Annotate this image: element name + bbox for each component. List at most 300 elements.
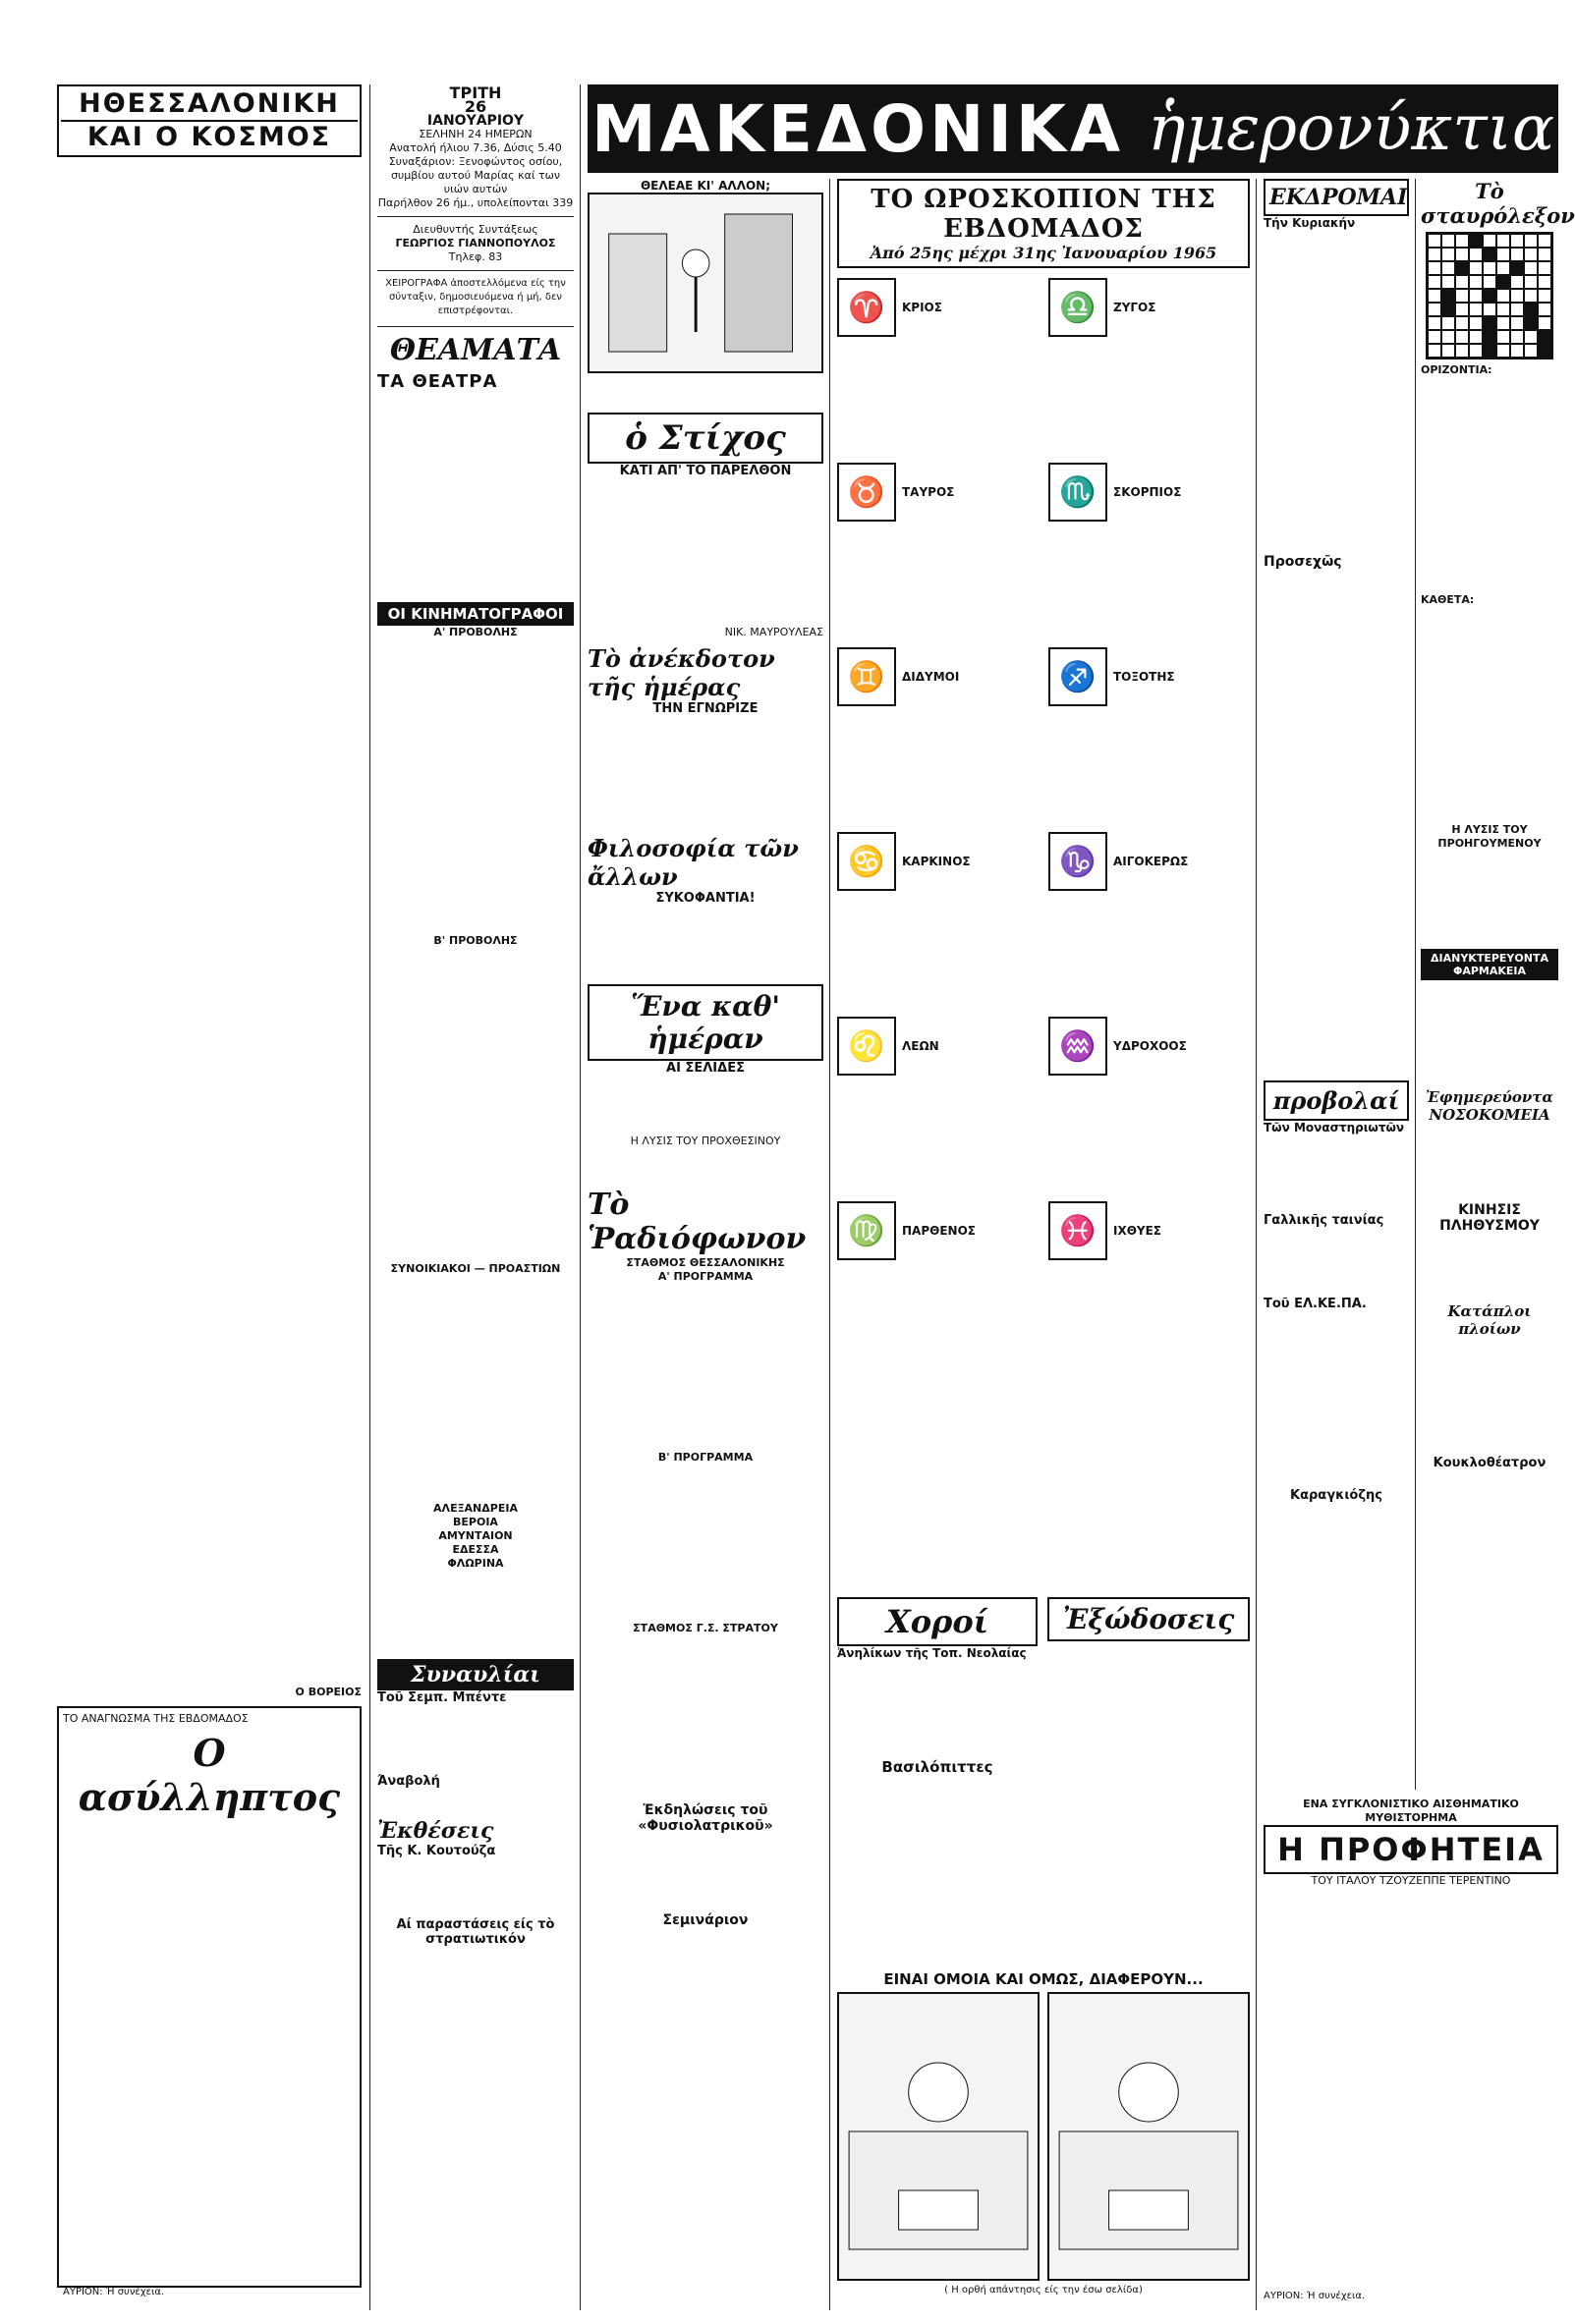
horoscope-sign-header xyxy=(837,832,1039,891)
editor-name: ΓΕΩΡΓΙΟΣ ΓΙΑΝΝΟΠΟΥΛΟΣ xyxy=(395,237,556,249)
zodiac-icon: ♒ xyxy=(1048,1017,1107,1076)
stichos-title: ὁ Στίχος xyxy=(625,418,786,458)
crossword-cell xyxy=(1524,261,1538,275)
second-run-title: Β' ΠΡΟΒΟΛΗΣ xyxy=(433,934,518,947)
crossword-cell xyxy=(1469,344,1483,358)
puzzle-panel-right xyxy=(1047,1992,1250,2281)
crossword-vertical-clues xyxy=(1421,607,1558,823)
horoscope-sign-header xyxy=(1048,832,1250,891)
crossword-cell xyxy=(1428,234,1441,248)
excursions-sub: Τήν Κυριακήν xyxy=(1264,216,1356,230)
veroia-title: ΒΕΡΟΙΑ xyxy=(453,1516,498,1528)
zodiac-name: ΠΑΡΘΕΝΟΣ xyxy=(902,1224,976,1238)
cinema-title: ΟΙ ΚΙΝΗΜΑΤΟΓΡΑΦΟΙ xyxy=(377,602,574,626)
vasilopites-title: Βασιλόπιττες xyxy=(881,1758,993,1776)
pharmacies-text xyxy=(1421,980,1558,1088)
exhibitions-text xyxy=(377,1858,574,1917)
crossword-cell xyxy=(1441,289,1455,303)
left-title-line2: ΚΑΙ Ο ΚΟΣΜΟΣ xyxy=(86,122,332,152)
novel-section xyxy=(1264,1798,1558,2310)
zodiac-icon: ♈ xyxy=(837,278,896,337)
crossword-cell xyxy=(1510,289,1524,303)
crossword-column xyxy=(1421,179,1575,1790)
horoscope-sign-text xyxy=(1048,1264,1250,1382)
crossword-cell xyxy=(1524,303,1538,316)
crossword-cell xyxy=(1510,330,1524,344)
date-box xyxy=(377,84,574,320)
crossword-cell xyxy=(1483,344,1496,358)
concerts-sub: Τοῦ Σεμπ. Μπέντε xyxy=(377,1690,507,1705)
zodiac-icon: ♎ xyxy=(1048,278,1107,337)
crossword-cell xyxy=(1441,248,1455,261)
crossword-cell xyxy=(1524,275,1538,289)
horoscope-sign xyxy=(837,828,1039,1013)
events-right xyxy=(1047,1597,1250,1961)
date-saints: Συναξάριον: Ξενοφώντος οσίου, συμβίου αυτού Μαρίας καί των υιών αυτών xyxy=(388,155,563,195)
novel-title: Η ΠΡΟΦΗΤΕΙΑ xyxy=(1277,1831,1545,1868)
stichos-poem xyxy=(588,478,823,626)
crossword-cell xyxy=(1455,275,1469,289)
seminar-title: Σεμινάριον xyxy=(662,1912,749,1928)
crossword-cell xyxy=(1455,344,1469,358)
horoscope-header xyxy=(837,179,1250,268)
zodiac-name: ΤΟΞΟΤΗΣ xyxy=(1113,670,1175,684)
horoscope-sign xyxy=(1048,274,1250,459)
horoscope-sign-text xyxy=(837,526,1039,643)
florina-title: ΦΛΩΡΙΝΑ xyxy=(447,1557,504,1570)
horoscope-sign xyxy=(837,274,1039,459)
novel-text xyxy=(1264,1888,1558,2291)
crossword-cell xyxy=(1455,261,1469,275)
french-film-text xyxy=(1264,1228,1409,1297)
horoscope-sign-text xyxy=(1048,526,1250,643)
crossword-cell xyxy=(1538,289,1551,303)
riddle-title: Ἕνα καθ' ἡμέραν xyxy=(631,990,780,1055)
anecdote-text xyxy=(588,716,823,834)
pharmacies-title: ΔΙΑΝΥΚΤΕΡΕΥΟΝΤΑ ΦΑΡΜΑΚΕΙΑ xyxy=(1421,949,1558,980)
crossword-solution xyxy=(1421,851,1558,949)
puzzle-title: ΕΙΝΑΙ ΟΜΟΙΑ ΚΑΙ ΟΜΩΣ, ΔΙΑΦΕΡΟΥΝ... xyxy=(883,1970,1204,1988)
crossword-cell xyxy=(1469,289,1483,303)
rule xyxy=(580,84,581,2310)
philosophy-sub: ΣΥΚΟΦΑΝΤΙΑ! xyxy=(655,891,756,906)
postponement-text xyxy=(377,1789,574,1818)
crossword-cell xyxy=(1469,330,1483,344)
novel-title-box xyxy=(1264,1825,1558,1874)
crossword-cell xyxy=(1524,316,1538,330)
horoscope-section xyxy=(837,179,1250,1593)
serial-header: ΤΟ ΑΝΑΓΝΩΣΜΑ ΤΗΣ ΕΒΔΟΜΑΔΟΣ xyxy=(63,1712,249,1725)
screenings-title: προβολαί xyxy=(1272,1086,1400,1115)
crossword-vertical-label: ΚΑΘΕΤΑ: xyxy=(1421,593,1475,606)
crossword-cell xyxy=(1441,261,1455,275)
dances-box xyxy=(837,1597,1038,1646)
horoscope-sign-header xyxy=(1048,647,1250,706)
concerts-title: Συναυλίαι xyxy=(377,1659,574,1690)
horoscope-title: ΤΟ ΩΡΟΣΚΟΠΙΟΝ ΤΗΣ ΕΒΔΟΜΑΔΟΣ xyxy=(871,185,1216,244)
horoscope-sign xyxy=(1048,1013,1250,1197)
crossword-cell xyxy=(1510,261,1524,275)
left-body-text xyxy=(57,163,362,1686)
left-column xyxy=(57,84,362,2310)
crossword-cell xyxy=(1483,275,1496,289)
theamata-title: ΘΕΑΜΑΤΑ xyxy=(389,333,562,367)
crossword-cell xyxy=(1538,303,1551,316)
crossword-cell xyxy=(1428,330,1441,344)
hospitals-text xyxy=(1421,1124,1558,1202)
crossword-cell xyxy=(1441,275,1455,289)
crossword-cell xyxy=(1524,344,1538,358)
crossword-cell xyxy=(1428,289,1441,303)
radio-program-a-text xyxy=(588,1284,823,1451)
stichos-box xyxy=(588,413,823,464)
crossword-cell xyxy=(1496,234,1510,248)
puppet-theatre-title: Κουκλοθέατρον xyxy=(1433,1456,1547,1470)
rule xyxy=(829,179,830,2310)
hospitals-title: Ἐφημερεύοντα ΝΟΣΟΚΟΜΕΙΑ xyxy=(1426,1088,1553,1124)
editor-phone: Τηλεφ. 83 xyxy=(448,250,503,263)
riddle-solution-label: Η ΛΥΣΙΣ ΤΟΥ ΠΡΟΧΘΕΣΙΝΟΥ xyxy=(630,1134,781,1147)
zodiac-name: ΚΡΙΟΣ xyxy=(902,301,942,314)
horoscope-sign-text xyxy=(837,895,1039,1013)
horoscope-sign-text xyxy=(1048,895,1250,1013)
horoscope-sign xyxy=(1048,643,1250,828)
crossword-solution-label: Η ΛΥΣΙΣ ΤΟΥ ΠΡΟΗΓΟΥΜΕΝΟΥ xyxy=(1437,823,1542,850)
left-serial-box xyxy=(57,1706,362,2297)
masthead-subtitle: ἡμερονύκτια xyxy=(1148,92,1555,165)
alexandreia-title: ΑΛΕΞΑΝΔΡΕΙΑ xyxy=(433,1502,518,1515)
horoscope-sign-header xyxy=(1048,463,1250,522)
horoscope-sign-header xyxy=(1048,1201,1250,1260)
crossword-cell xyxy=(1469,316,1483,330)
crossword-cell xyxy=(1455,303,1469,316)
screenings-box xyxy=(1264,1080,1409,1121)
crossword-cell xyxy=(1510,275,1524,289)
horoscope-sign-header xyxy=(837,647,1039,706)
zodiac-icon: ♏ xyxy=(1048,463,1107,522)
crossword-cell xyxy=(1524,234,1538,248)
first-run-listing xyxy=(377,639,574,934)
zodiac-icon: ♉ xyxy=(837,463,896,522)
crossword-cell xyxy=(1483,261,1496,275)
military-shows-title: Αί παραστάσεις είς τὸ στρατιωτικόν xyxy=(396,1917,555,1947)
left-title-line1: ΗΘΕΣΣΑΛΟΝΙΚΗ xyxy=(61,88,358,122)
province-listing xyxy=(377,1571,574,1659)
crossword-cell xyxy=(1524,330,1538,344)
horoscope-sign xyxy=(1048,828,1250,1013)
cartoon-drawing xyxy=(590,194,821,371)
rule xyxy=(1256,179,1257,2310)
theatres-listing xyxy=(377,396,574,602)
zodiac-icon: ♐ xyxy=(1048,647,1107,706)
radio-station: ΣΤΑΘΜΟΣ ΘΕΣΣΑΛΟΝΙΚΗΣ xyxy=(626,1256,785,1269)
novel-footer: ΑΥΡΙΟΝ: Ή συνέχεια. xyxy=(1264,2291,1366,2301)
puzzle-drawing-right xyxy=(1049,1994,1248,2279)
crossword-cell xyxy=(1538,330,1551,344)
crossword-cell xyxy=(1496,261,1510,275)
left-signature: Ο ΒΟΡΕΙΟΣ xyxy=(295,1686,362,1698)
crossword-cell xyxy=(1538,344,1551,358)
zodiac-name: ΤΑΥΡΟΣ xyxy=(902,485,955,499)
puppet-theatre-text xyxy=(1421,1470,1558,1529)
crossword-cell xyxy=(1496,330,1510,344)
crossword-cell xyxy=(1483,316,1496,330)
crossword-cell xyxy=(1538,261,1551,275)
crossword-cell xyxy=(1441,303,1455,316)
crossword-cell xyxy=(1441,330,1455,344)
radio-program-b: Β' ΠΡΟΓΡΑΜΜΑ xyxy=(657,1451,754,1464)
crossword-cell xyxy=(1455,316,1469,330)
riddle-sub: ΑΙ ΣΕΛΙΔΕΣ xyxy=(666,1061,745,1076)
rule xyxy=(1415,179,1416,1790)
horoscope-sign-header xyxy=(837,1017,1039,1076)
crossword-cell xyxy=(1483,248,1496,261)
horoscope-sign xyxy=(1048,1197,1250,1382)
screenings-sub: Τῶν Μοναστηριωτῶν xyxy=(1264,1121,1405,1134)
serial-footer: ΑΥΡΙΟΝ: Ή συνέχεια. xyxy=(63,2287,165,2297)
naturalist-title: Ἐκδηλώσεις τοῦ «Φυσιολατρικοῦ» xyxy=(638,1802,773,1834)
zodiac-name: ΚΑΡΚΙΝΟΣ xyxy=(902,855,971,868)
crossword-cell xyxy=(1441,316,1455,330)
crossword-horizontal-clues xyxy=(1421,377,1558,593)
concerts-text xyxy=(377,1705,574,1774)
dances-text xyxy=(837,1660,1038,1758)
dances-title: Χοροί xyxy=(885,1603,989,1640)
crossword-cell xyxy=(1428,344,1441,358)
puzzle-drawing-left xyxy=(839,1994,1038,2279)
crossword-cell xyxy=(1469,275,1483,289)
crossword-cell xyxy=(1441,234,1455,248)
amyntaion-title: ΑΜΥΝΤΑΙΟΝ xyxy=(438,1529,513,1542)
crossword-cell xyxy=(1428,261,1441,275)
crossword-cell xyxy=(1496,275,1510,289)
crossword-cell xyxy=(1455,248,1469,261)
date-number: 26 xyxy=(464,97,487,116)
elkepa-text xyxy=(1264,1311,1409,1488)
ships-title: Κατάπλοι πλοίων xyxy=(1447,1302,1532,1338)
screenings-text xyxy=(1264,1134,1409,1213)
crossword-cell xyxy=(1483,303,1496,316)
crossword-cell xyxy=(1455,234,1469,248)
crossword-cell xyxy=(1428,248,1441,261)
cartoon-caption: ΘΕΛΕΑΕ ΚΙ' ΑΛΛΟΝ; xyxy=(640,179,771,193)
serial-title: Ο ασύλληπτος xyxy=(78,1731,341,1819)
crossword-cell xyxy=(1496,316,1510,330)
cartoon-text xyxy=(588,373,823,413)
date-day: ΤΡΙΤΗ xyxy=(449,83,502,102)
crossword-cell xyxy=(1538,275,1551,289)
ships-text xyxy=(1421,1338,1558,1456)
editor-label: Διευθυντής Συντάξεως xyxy=(413,223,538,236)
radio-program-b-text xyxy=(588,1465,823,1622)
horoscope-sign-header xyxy=(837,463,1039,522)
crossword-cell xyxy=(1510,248,1524,261)
karagkiozis-title: Καραγκιόζης xyxy=(1290,1488,1382,1503)
philosophy-title: Φιλοσοφία τῶν ἄλλων xyxy=(588,834,799,891)
crossword-cell xyxy=(1538,316,1551,330)
manuscripts-note: ΧΕΙΡΟΓΡΑΦΑ ἀποστελλόμενα είς την σύνταξιν, δημοσιευόμενα ή μή, δεν επιστρέφονται. xyxy=(385,278,566,316)
horoscope-sign-text xyxy=(1048,341,1250,459)
novel-header: ΕΝΑ ΣΥΓΚΛΟΝΙΣΤΙΚΟ ΑΙΣΘΗΜΑΤΙΚΟ ΜΥΘΙΣΤΟΡΗΜΑ xyxy=(1303,1798,1519,1824)
horoscope-sign-text xyxy=(837,1264,1039,1382)
zodiac-icon: ♊ xyxy=(837,647,896,706)
crossword-cell xyxy=(1510,234,1524,248)
masthead-bar xyxy=(588,84,1558,173)
crossword-cell xyxy=(1524,248,1538,261)
stichos-sub: ΚΑΤΙ ΑΠ' ΤΟ ΠΑΡΕΛΘΟΝ xyxy=(619,464,792,478)
theatres-title: ΤΑ ΘΕΑΤΡΑ xyxy=(377,371,498,392)
zodiac-name: ΑΙΓΟΚΕΡΩΣ xyxy=(1113,855,1189,868)
horoscope-sign xyxy=(837,1197,1039,1382)
edessa-title: ΕΔΕΣΣΑ xyxy=(452,1543,499,1556)
horoscope-sign-text xyxy=(837,341,1039,459)
newspaper-page xyxy=(57,83,1575,2310)
crossword-cell xyxy=(1469,234,1483,248)
suburbs-title: ΣΥΝΟΙΚΙΑΚΟΙ — ΠΡΟΑΣΤΙΩΝ xyxy=(390,1262,561,1275)
dances-sub: Ἀνηλίκων τῆς Τοπ. Νεολαίας xyxy=(837,1646,1027,1660)
horoscope-sign-text xyxy=(837,1079,1039,1197)
french-film-title: Γαλλικῆς ταινίας xyxy=(1264,1213,1384,1228)
crossword-cell xyxy=(1428,275,1441,289)
horoscope-sign-header xyxy=(837,1201,1039,1260)
crossword-cell xyxy=(1428,316,1441,330)
population-text xyxy=(1421,1234,1558,1302)
seminar-text xyxy=(588,1928,823,2017)
vasilopites-text xyxy=(837,1776,1038,1933)
date-days: Παρήλθον 26 ήμ., υπολείπονται 339 xyxy=(377,196,574,209)
crossword-cell xyxy=(1496,248,1510,261)
anecdote-sub: ΤΗΝ ΕΓΝΩΡΙΖΕ xyxy=(652,701,759,716)
anecdote-title: Τὸ ἀνέκδοτον τῆς ἡμέρας xyxy=(588,644,775,701)
zodiac-name: ΖΥΓΟΣ xyxy=(1113,301,1156,314)
elkepa-title: Τοῦ ΕΛ.ΚΕ.ΠΑ. xyxy=(1264,1297,1367,1311)
horoscope-sign-header xyxy=(1048,278,1250,337)
crossword-cell xyxy=(1510,344,1524,358)
horoscope-sign-text xyxy=(1048,710,1250,828)
radio-program-a: Α' ΠΡΟΓΡΑΜΜΑ xyxy=(657,1270,754,1283)
exhibitions-sub: Τῆς Κ. Κουτούζα xyxy=(377,1844,496,1858)
zodiac-name: ΣΚΟΡΠΙΟΣ xyxy=(1113,485,1182,499)
horoscope-dates: Ἀπό 25ης μέχρι 31ης Ἰανουαρίου 1965 xyxy=(870,244,1217,262)
horoscope-sign-text xyxy=(1048,1079,1250,1197)
naturalist-text xyxy=(588,1834,823,1912)
crossword-cell xyxy=(1538,234,1551,248)
crossword-cell xyxy=(1455,289,1469,303)
masthead-title: ΜΑΚΕΔΟΝΙΚΑ xyxy=(591,90,1125,167)
exhibitions-title: Ἐκθέσεις xyxy=(377,1818,494,1844)
second-run-listing xyxy=(377,948,574,1262)
upcoming-text xyxy=(1264,570,1409,1080)
postponement-title: Άναβολή xyxy=(377,1774,440,1789)
features-column xyxy=(588,179,823,2310)
horoscope-sign xyxy=(837,1013,1039,1197)
riddle-box xyxy=(588,984,823,1061)
zodiac-name: ΛΕΩΝ xyxy=(902,1039,939,1053)
philosophy-text xyxy=(588,906,823,984)
zodiac-icon: ♋ xyxy=(837,832,896,891)
listings-column xyxy=(377,84,574,2310)
crossword-cell xyxy=(1496,344,1510,358)
crossword-horizontal-label: ΟΡΙΖΟΝΤΙΑ: xyxy=(1421,363,1492,376)
zodiac-name: ΥΔΡΟΧΟΟΣ xyxy=(1113,1039,1187,1053)
zodiac-name: ΔΙΔΥΜΟΙ xyxy=(902,670,960,684)
left-title-box xyxy=(57,84,362,157)
crossword-cell xyxy=(1469,303,1483,316)
crossword-cell xyxy=(1510,316,1524,330)
zodiac-icon: ♑ xyxy=(1048,832,1107,891)
crossword-cell xyxy=(1483,289,1496,303)
crossword-cell xyxy=(1469,261,1483,275)
crossword-cell xyxy=(1469,248,1483,261)
serial-body xyxy=(63,1825,356,2287)
radio-army-text xyxy=(588,1635,823,1802)
excursions-box xyxy=(1264,179,1409,216)
radio-title: Τὸ Ῥαδιόφωνον xyxy=(588,1188,807,1256)
date-moon: ΣΕΛΗΝΗ 24 ΗΜΕΡΩΝ xyxy=(419,128,533,140)
riddle-solution xyxy=(588,1148,823,1188)
crossword-cell xyxy=(1455,330,1469,344)
crossword-cell xyxy=(1441,344,1455,358)
zodiac-icon: ♍ xyxy=(837,1201,896,1260)
horoscope-sign xyxy=(837,643,1039,828)
excursions-text xyxy=(1264,230,1409,554)
masthead xyxy=(588,84,1558,173)
cartoon-illustration xyxy=(588,193,823,373)
horoscope-sign xyxy=(1048,459,1250,643)
outings-text xyxy=(1047,1641,1250,1936)
crossword-cell xyxy=(1538,248,1551,261)
novel-author: ΤΟΥ ΙΤΑΛΟΥ ΤΖΟΥΖΕΠΠΕ ΤΕΡΕΝΤΙΝΟ xyxy=(1311,1874,1511,1887)
crossword-cell xyxy=(1496,303,1510,316)
excursions-title: ΕΚΔΡΟΜΑΙ xyxy=(1269,185,1408,210)
crossword-title: Τὸ σταυρόλεξον xyxy=(1421,179,1575,228)
zodiac-name: ΙΧΘΥΕΣ xyxy=(1113,1224,1162,1238)
crossword-grid xyxy=(1426,232,1553,360)
outings-title: Ἐξώδοσεις xyxy=(1062,1603,1235,1635)
population-title: ΚΙΝΗΣΙΣ ΠΛΗΘΥΣΜΟΥ xyxy=(1439,1202,1540,1234)
crossword-cell xyxy=(1510,303,1524,316)
puzzle-panel-left xyxy=(837,1992,1040,2281)
crossword-cell xyxy=(1483,234,1496,248)
stichos-author: ΝΙΚ. ΜΑΥΡΟΥΛΕΑΣ xyxy=(724,626,823,638)
puzzle-cartoon xyxy=(837,1970,1250,2310)
outings-column xyxy=(1264,179,1409,1790)
horoscope-grid xyxy=(837,274,1250,1382)
outings-box xyxy=(1047,1597,1250,1641)
horoscope-sign xyxy=(837,459,1039,643)
crossword-cell xyxy=(1428,303,1441,316)
zodiac-icon: ♌ xyxy=(837,1017,896,1076)
karagkiozis-text xyxy=(1264,1503,1409,1562)
events-left xyxy=(837,1597,1038,1961)
horoscope-sign-text xyxy=(837,710,1039,828)
puzzle-footer: ( Η ορθή απάντησις είς την έσω σελίδα) xyxy=(944,2285,1143,2296)
first-run-title: Α' ΠΡΟΒΟΛΗΣ xyxy=(433,626,518,638)
crossword-cell xyxy=(1496,289,1510,303)
upcoming-title: Προσεχῶς xyxy=(1264,554,1342,570)
puzzle-panels xyxy=(837,1992,1250,2281)
crossword-cell xyxy=(1524,289,1538,303)
zodiac-icon: ♓ xyxy=(1048,1201,1107,1260)
rule xyxy=(369,84,370,2310)
horoscope-sign-header xyxy=(837,278,1039,337)
riddle-text xyxy=(588,1076,823,1134)
suburbs-listing xyxy=(377,1276,574,1502)
horoscope-sign-header xyxy=(1048,1017,1250,1076)
radio-army-station: ΣΤΑΘΜΟΣ Γ.Σ. ΣΤΡΑΤΟΥ xyxy=(633,1622,778,1634)
crossword-cell xyxy=(1483,330,1496,344)
date-sun: Ανατολή ήλιου 7.36, Δύσις 5.40 xyxy=(389,141,562,154)
